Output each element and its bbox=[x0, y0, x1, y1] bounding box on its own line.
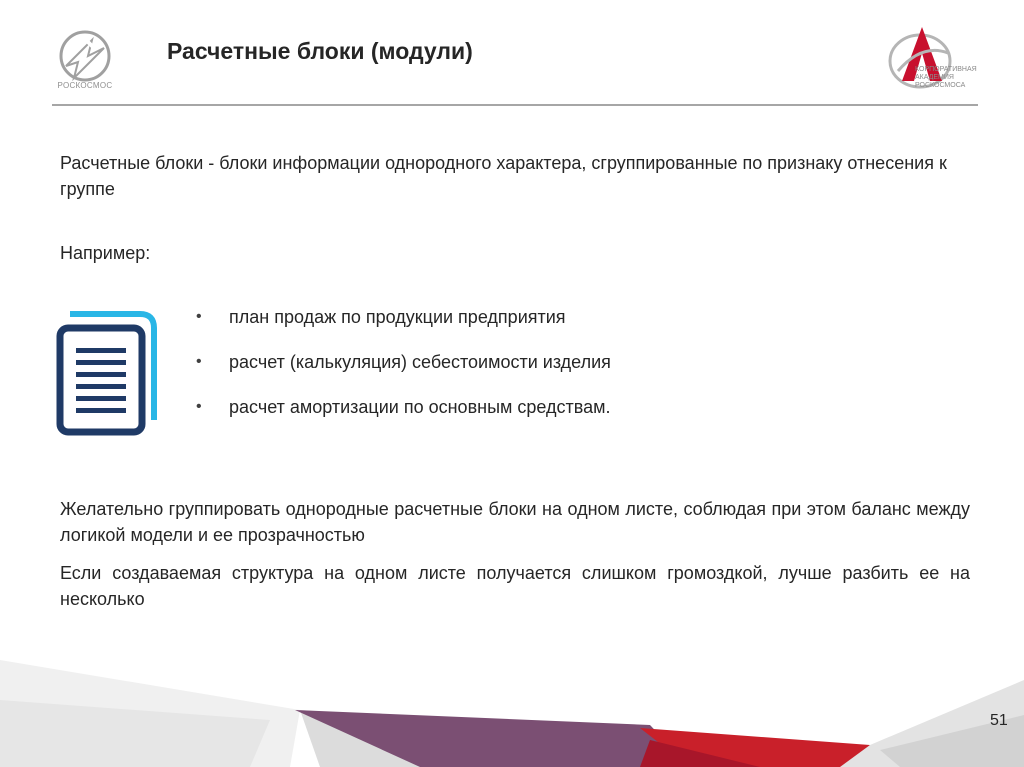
bullet-list bbox=[196, 300, 611, 435]
list-item bbox=[196, 345, 611, 390]
list-item-text: расчет амортизации по основным средствам. bbox=[229, 397, 611, 417]
roscosmos-logo-caption: РОСКОСМОС bbox=[57, 81, 113, 90]
academy-logo-caption bbox=[915, 66, 985, 90]
header-divider bbox=[52, 104, 978, 106]
page-title: Расчетные блоки (модули) bbox=[167, 38, 473, 64]
footer-decoration bbox=[0, 640, 1024, 767]
academy-logo-caption-line: РОСКОСМОСА bbox=[915, 82, 966, 89]
bullet-dot: • bbox=[196, 353, 202, 370]
example-label: Например: bbox=[60, 243, 151, 263]
academy-logo-caption-line: КОРПОРАТИВНАЯ bbox=[915, 66, 977, 73]
definition-paragraph: Расчетные блоки - блоки информации однородного характера, сгруппированные по признаку отнесения к группе bbox=[60, 153, 947, 199]
list-item bbox=[196, 390, 611, 435]
recommendation-paragraph: Если создаваемая структура на одном листе получается слишком громоздкой, лучше разбить ее на несколько bbox=[60, 563, 970, 609]
bullet-dot: • bbox=[196, 308, 202, 325]
list-item bbox=[196, 300, 611, 345]
recommendation-paragraph: Желательно группировать однородные расчетные блоки на одном листе, соблюдая при этом баланс между логикой модели и ее прозрачностью bbox=[60, 499, 970, 545]
bullet-dot: • bbox=[196, 398, 202, 415]
page-number: 51 bbox=[990, 712, 1008, 729]
list-item-text: план продаж по продукции предприятия bbox=[229, 307, 566, 327]
document-icon bbox=[56, 310, 162, 438]
academy-logo-caption-line: АКАДЕМИЯ bbox=[915, 74, 954, 81]
list-item-text: расчет (калькуляция) себестоимости изделия bbox=[229, 352, 611, 372]
